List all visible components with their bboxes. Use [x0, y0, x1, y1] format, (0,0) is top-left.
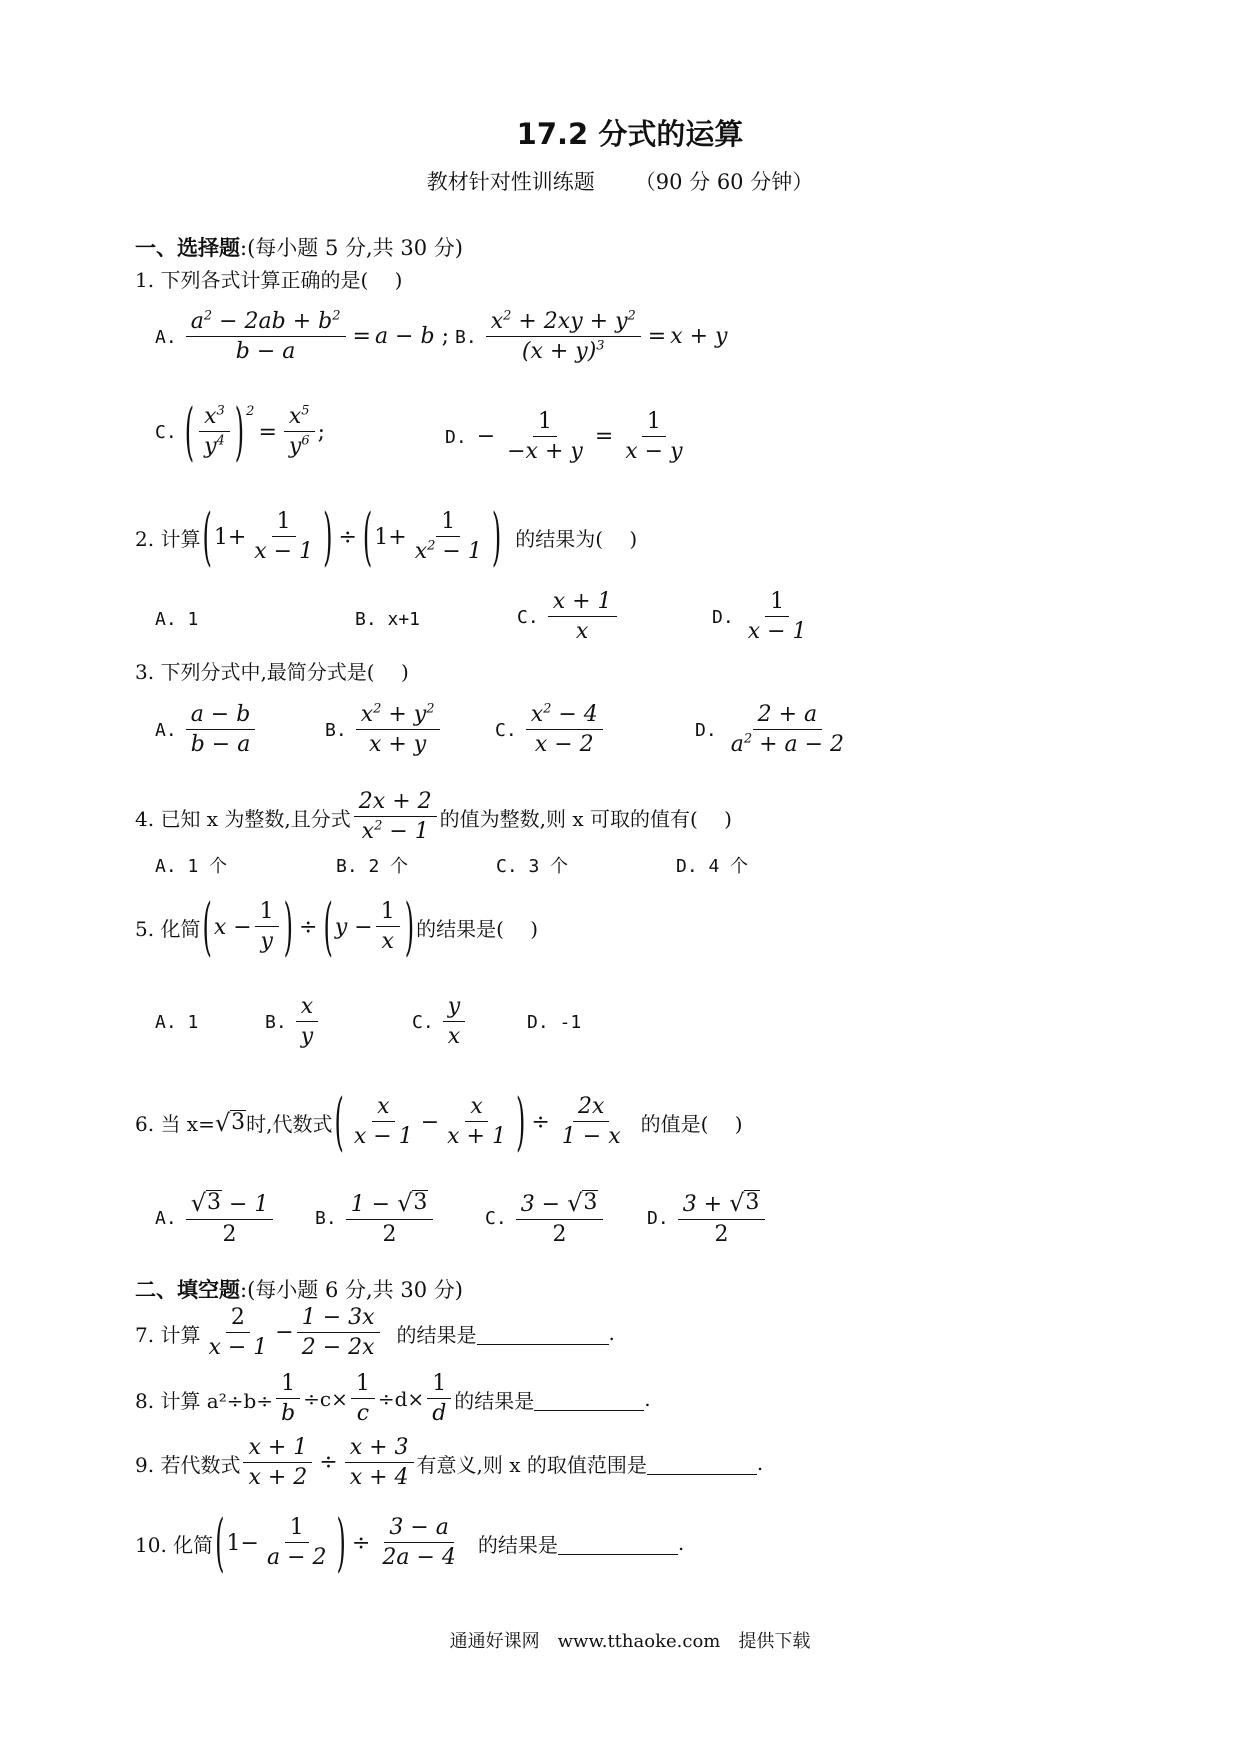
q4-option-c	[496, 852, 574, 878]
math-expression: √ 3 − 1 2	[186, 1190, 274, 1248]
question-2	[135, 500, 638, 574]
q4-option-d	[676, 852, 754, 878]
footer-text: 通通好课网 www.tthaoke.com 提供下载	[449, 1631, 811, 1652]
q3-option-d	[695, 703, 852, 757]
option-label: D.	[695, 719, 717, 741]
question-4	[135, 790, 732, 844]
question-suffix: 的结果是	[477, 1532, 558, 1557]
question-part: ÷c×	[303, 1387, 348, 1412]
subtitle-label: 教材针对性训练题	[426, 170, 595, 194]
option-label: D.	[445, 426, 467, 448]
question-text: 3. 下列分式中,最简分式是( )	[135, 660, 409, 684]
question-7	[135, 1306, 615, 1360]
option-label: C.	[412, 1011, 434, 1033]
section-heading-choice	[135, 232, 463, 262]
question-1	[135, 264, 402, 293]
answer-blank[interactable]	[558, 1532, 678, 1555]
q1-option-c	[155, 395, 326, 469]
question-3	[135, 656, 409, 685]
option-label: A.	[155, 1208, 177, 1230]
option-text: A. 1	[155, 609, 199, 630]
option-label: B.	[455, 326, 477, 348]
math-expression: $\frac{x}{y}$	[296, 995, 318, 1049]
q3-option-b	[325, 703, 443, 757]
question-prefix: 8. 计算 a²÷b÷	[135, 1388, 274, 1413]
question-prefix: 10. 化简	[135, 1532, 214, 1557]
q5-option-c	[412, 995, 468, 1049]
q6-option-b	[315, 1190, 436, 1248]
question-suffix: 的值为整数,则 x 可取的值有( )	[439, 806, 732, 831]
option-text: A. 1 个	[155, 856, 228, 877]
math-expression: $\frac{1}{x - 1}$	[747, 589, 807, 645]
q1-option-d	[445, 410, 691, 464]
q5-option-a	[155, 1012, 204, 1033]
question-6	[135, 1085, 743, 1159]
option-text: C. 3 个	[496, 856, 569, 877]
question-suffix: 有意义,则 x 的取值范围是	[416, 1452, 647, 1477]
question-suffix: 的结果为( )	[515, 526, 638, 551]
option-text: B. 2 个	[336, 856, 409, 877]
math-expression: $\frac{2}{x - 1}$ − $\frac{1 - 3x}{2 - 2x}$	[200, 1306, 382, 1360]
q2-option-a	[155, 609, 204, 630]
answer-blank[interactable]	[534, 1388, 644, 1411]
period: .	[677, 1531, 685, 1556]
question-text: 1. 下列各式计算正确的是( )	[135, 268, 403, 292]
question-suffix: 的结果是	[396, 1322, 477, 1347]
page-title: 17.2 分式的运算	[516, 117, 744, 151]
option-text: D. 4 个	[676, 856, 749, 877]
period: .	[756, 1451, 764, 1476]
math-expression: $\frac{1}{c}$	[351, 1372, 375, 1426]
option-text: A. 1	[155, 1012, 199, 1033]
q5-option-b	[265, 995, 321, 1049]
q4-option-a	[155, 852, 233, 878]
math-expression: $\frac{a - b}{b - a}$	[186, 703, 256, 757]
math-expression: 3 + √ 3 2	[678, 1190, 766, 1248]
question-5	[135, 890, 539, 964]
answer-blank[interactable]	[647, 1452, 757, 1475]
question-prefix: 5. 化简	[135, 916, 201, 941]
math-expression: − $\frac{1}{-x + y}$ = $\frac{1}{x - y}$	[476, 409, 683, 465]
math-expression: ( $\frac{x^3}{y^4}$ ) $^2$ = $\frac{x^5}{y^6}$ ;	[184, 395, 326, 469]
math-expression: ( $\frac{x}{x - 1}$ − $\frac{x}{x + 1}$ ) ÷ $\frac{2x}{1 - x}$	[334, 1085, 621, 1159]
option-label: C.	[517, 606, 539, 628]
math-expression: $\frac{1}{d}$	[427, 1372, 451, 1426]
section-heading-fill	[135, 1274, 463, 1304]
period: .	[608, 1321, 615, 1346]
math-expression: $\frac{a^2 - 2ab + b^2}{b - a}$ = a − b ;	[183, 310, 449, 364]
q1-option-b	[455, 310, 727, 364]
option-label: A.	[155, 719, 177, 741]
option-label: C.	[485, 1208, 507, 1230]
math-expression: $\frac{y}{x}$	[443, 995, 465, 1049]
question-prefix: 6. 当 x=	[135, 1111, 215, 1136]
q5-option-d	[527, 1012, 587, 1033]
question-prefix: 4. 已知 x 为整数,且分式	[135, 806, 351, 831]
option-label: C.	[495, 719, 517, 741]
section-title: 二、填空题	[135, 1278, 240, 1302]
question-8	[135, 1372, 651, 1426]
page-subtitle	[0, 166, 1240, 196]
option-label: B.	[315, 1208, 337, 1230]
math-expression: $\frac{2x + 2}{x^2 - 1}$	[354, 790, 437, 844]
option-text: D. -1	[527, 1012, 582, 1033]
math-expression: ( 1+ $\frac{1}{x - 1}$ ) ÷ ( 1+ $\frac{1}{x^2 - 1}$ )	[202, 500, 502, 574]
option-label: B.	[325, 719, 347, 741]
option-label: D.	[712, 606, 734, 628]
q3-option-a	[155, 703, 258, 757]
math-expression: $\frac{x^2 - 4}{x - 2}$	[526, 703, 603, 757]
question-9	[135, 1436, 763, 1490]
answer-blank[interactable]	[477, 1322, 609, 1345]
option-label: B.	[265, 1011, 287, 1033]
q3-option-c	[495, 703, 606, 757]
q6-option-d	[647, 1190, 768, 1248]
question-prefix: 7. 计算	[135, 1322, 201, 1347]
question-prefix: 2. 计算	[135, 526, 201, 551]
math-expression: $\frac{x^2 + y^2}{x + y}$	[356, 703, 440, 757]
section-title: 一、选择题	[135, 236, 240, 260]
math-expression: $\frac{2 + a}{a^2 + a - 2}$	[730, 702, 845, 758]
q2-option-d	[712, 590, 815, 644]
math-expression: ( 1− $\frac{1}{a - 2}$ ) ÷ $\frac{3 - a}{2a - 4}$	[215, 1506, 456, 1580]
math-expression: $\frac{x^2 + 2xy + y^2}{(x + y)^3}$ = x + y	[483, 310, 728, 364]
section-note: :(每小题 5 分,共 30 分)	[240, 236, 463, 260]
math-expression: 1 − √ 3 2	[346, 1190, 434, 1248]
math-expression: $\frac{x + 1}{x}$	[548, 590, 617, 644]
math-expression: ( x − $\frac{1}{y}$ ) ÷ ( y − $\frac{1}{x}$ )	[202, 890, 415, 964]
question-10	[135, 1506, 685, 1580]
option-label: C.	[155, 421, 177, 443]
question-suffix: 的结果是( )	[416, 916, 539, 941]
math-expression: $\frac{x + 1}{x + 2}$ ÷ $\frac{x + 3}{x + 4}$	[240, 1436, 416, 1490]
q4-option-b	[336, 852, 414, 878]
option-text: B. x+1	[355, 609, 421, 630]
q6-option-c	[485, 1190, 606, 1248]
sqrt-expression: √ 3	[214, 1108, 246, 1137]
q6-option-a	[155, 1190, 276, 1248]
q2-option-c	[517, 590, 620, 644]
question-mid: 时,代数式	[246, 1111, 333, 1136]
question-prefix: 9. 若代数式	[135, 1452, 241, 1477]
q2-option-b	[355, 609, 426, 630]
math-expression: $\frac{1}{b}$	[276, 1372, 300, 1426]
question-suffix: 的结果是	[454, 1388, 535, 1413]
option-label: A.	[155, 326, 177, 348]
period: .	[644, 1387, 651, 1412]
option-label: D.	[647, 1208, 669, 1230]
q1-option-a	[155, 310, 449, 364]
math-expression: 3 − √ 3 2	[516, 1190, 604, 1248]
question-part: ÷d×	[377, 1387, 425, 1412]
section-note: :(每小题 6 分,共 30 分)	[240, 1278, 463, 1302]
question-suffix: 的值是( )	[640, 1111, 743, 1136]
subtitle-score-time: （90 分 60 分钟）	[634, 170, 814, 194]
